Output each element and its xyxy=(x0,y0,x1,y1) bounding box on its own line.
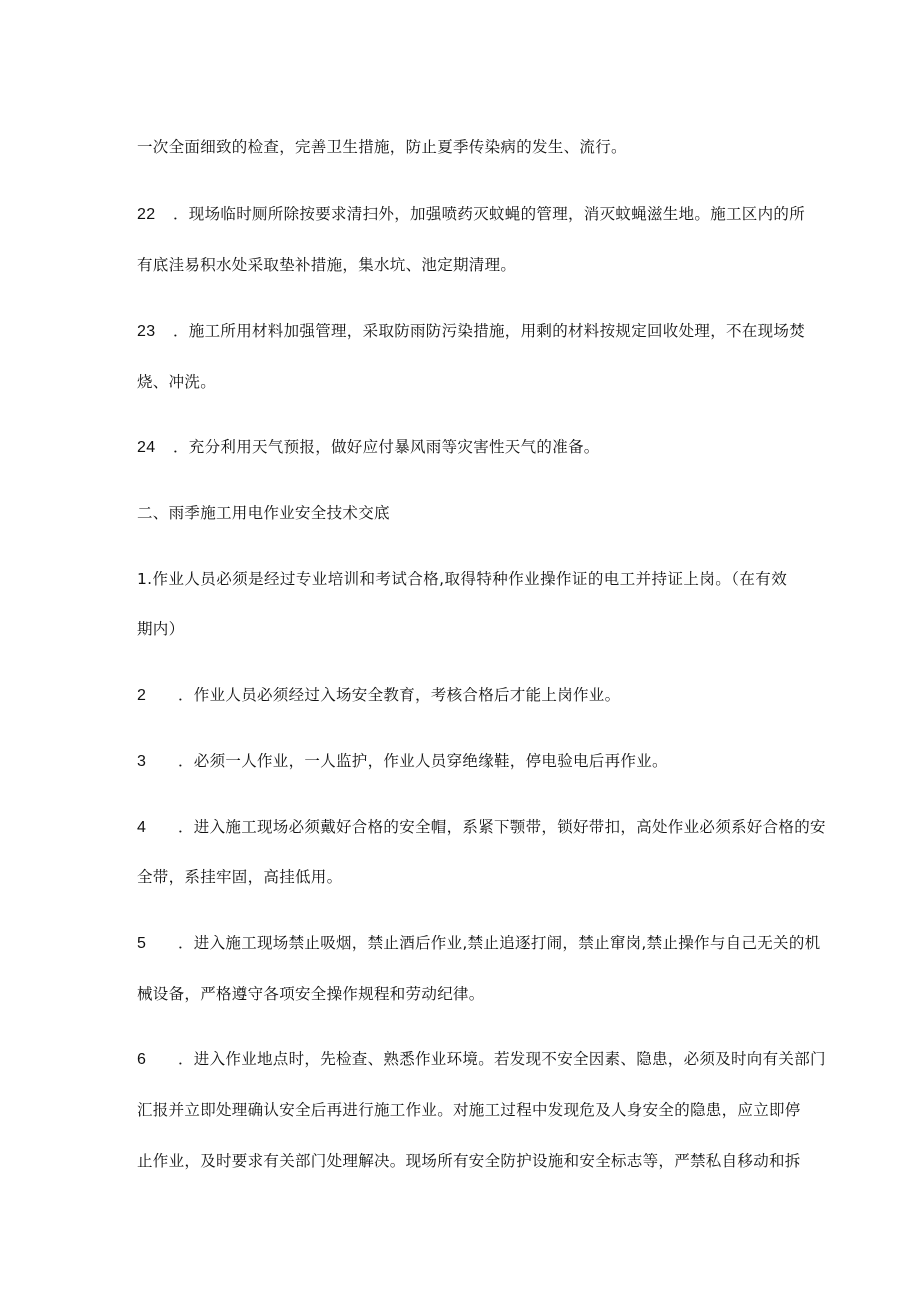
justified-line xyxy=(137,933,821,954)
item-6-line-3 xyxy=(137,1151,801,1171)
line-text: ．进入施工现场必须戴好合格的安全帽，系紧下颚带，锁好带扣，高处作业必须系好合格的安 xyxy=(178,818,826,836)
item-1-line-1 xyxy=(137,569,787,589)
section-heading xyxy=(137,503,787,523)
item-5-line-2 xyxy=(137,984,787,1004)
line-text: ．充分利用天气预报，做好应付暴风雨等灾害性天气的准备。 xyxy=(173,438,600,456)
line-text: ．作业人员必须经过入场安全教育，考核合格后才能上岗作业。 xyxy=(178,686,621,704)
line-text: 期内） xyxy=(137,620,185,638)
line-text: ．现场临时厕所除按要求清扫外，加强喷药灭蚊蝇的管理，消灭蚊蝇滋生地。施工区内的所 xyxy=(173,205,806,223)
item-3-line-1 xyxy=(137,751,787,772)
item-23-line-1 xyxy=(137,321,806,342)
item-number: 5 xyxy=(137,935,147,952)
item-number: 22 xyxy=(137,206,156,223)
item-5-line-1 xyxy=(137,933,821,954)
justified-line xyxy=(137,569,787,589)
item-22-line-1 xyxy=(137,204,806,225)
item-4-line-2 xyxy=(137,867,787,887)
justified-line xyxy=(137,1151,801,1171)
item-6-line-1 xyxy=(137,1049,826,1070)
line-text: 械设备，严格遵守各项安全操作规程和劳动纪律。 xyxy=(137,985,485,1003)
line-text: ．必须一人作业，一人监护，作业人员穿绝缘鞋，停电验电后再作业。 xyxy=(178,752,668,770)
item-number: 6 xyxy=(137,1051,147,1068)
line-text: ．施工所用材料加强管理，采取防雨防污染措施，用剩的材料按规定回收处理，不在现场焚 xyxy=(173,322,806,340)
line-text: 有底洼易积水处采取垫补措施，集水坑、池定期清理。 xyxy=(137,256,517,274)
line-text: ．进入施工现场禁止吸烟，禁止酒后作业,禁止追逐打闹，禁止窜岗,禁止操作与自己无关的机 xyxy=(178,934,821,952)
item-6-line-2 xyxy=(137,1100,801,1120)
text-line xyxy=(137,137,787,157)
item-22-line-2 xyxy=(137,255,787,275)
item-number: 3 xyxy=(137,753,147,770)
line-text: 1.作业人员必须是经过专业培训和考试合格,取得特种作业操作证的电工并持证上岗。（在有效 xyxy=(137,570,787,588)
item-24-line-1 xyxy=(137,437,787,458)
item-23-line-2 xyxy=(137,372,787,392)
justified-line xyxy=(137,817,826,838)
justified-line xyxy=(137,1100,801,1120)
item-2-line-1 xyxy=(137,685,787,706)
line-text: 烧、冲洗。 xyxy=(137,373,217,391)
justified-line xyxy=(137,1049,826,1070)
line-text: 一次全面细致的检查，完善卫生措施，防止夏季传染病的发生、流行。 xyxy=(137,138,627,156)
line-text: 止作业，及时要求有关部门处理解决。现场所有安全防护设施和安全标志等，严禁私自移动和拆 xyxy=(137,1152,801,1170)
item-number: 24 xyxy=(137,439,156,456)
justified-line xyxy=(137,321,806,342)
item-number: 2 xyxy=(137,687,147,704)
item-4-line-1 xyxy=(137,817,826,838)
line-text: 汇报并立即处理确认安全后再进行施工作业。对施工过程中发现危及人身安全的隐患，应立即停 xyxy=(137,1101,801,1119)
heading-text: 二、雨季施工用电作业安全技术交底 xyxy=(137,504,390,522)
line-text: ．进入作业地点时，先检查、熟悉作业环境。若发现不安全因素、隐患，必须及时向有关部门 xyxy=(178,1050,826,1068)
justified-line xyxy=(137,204,806,225)
item-number: 23 xyxy=(137,323,156,340)
line-text: 全带，系挂牢固，高挂低用。 xyxy=(137,868,343,886)
item-number: 4 xyxy=(137,819,147,836)
item-1-line-2 xyxy=(137,619,787,639)
